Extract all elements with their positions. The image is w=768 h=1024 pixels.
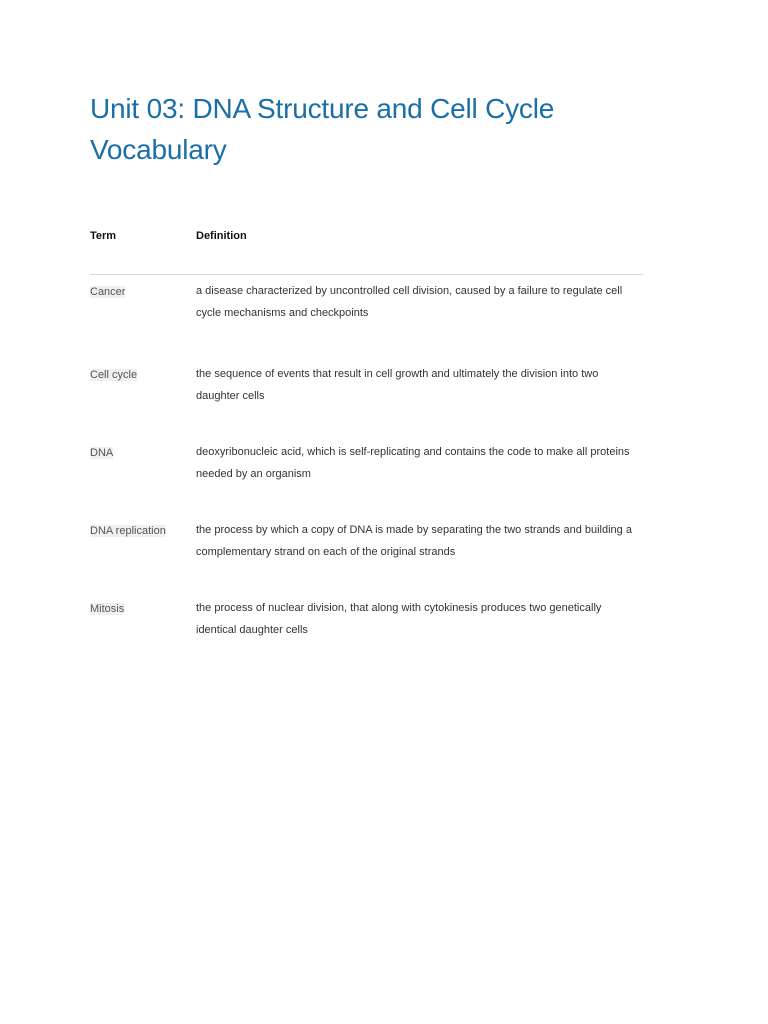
term-column-header: Term bbox=[90, 230, 117, 242]
term-cell bbox=[90, 445, 196, 485]
definition-column-header: Definition bbox=[196, 230, 247, 242]
term-text: Mitosis bbox=[90, 603, 125, 615]
definition-cell: deoxyribonucleic acid, which is self-replicating and contains the code to make all proteins needed by an organism bbox=[196, 446, 630, 480]
table-row bbox=[90, 364, 643, 407]
term-cell bbox=[90, 284, 196, 324]
term-cell bbox=[90, 523, 196, 563]
term-text: DNA replication bbox=[90, 525, 166, 537]
table-header bbox=[90, 228, 643, 275]
term-cell bbox=[90, 601, 196, 641]
document-page bbox=[90, 88, 643, 641]
table-row bbox=[90, 520, 643, 563]
term-cell bbox=[90, 367, 196, 407]
term-text: DNA bbox=[90, 447, 114, 459]
definition-cell: the sequence of events that result in cell growth and ultimately the division into two daughter cells bbox=[196, 368, 599, 402]
definition-cell: the process by which a copy of DNA is made by separating the two strands and building a complementary strand on each of the original strands bbox=[196, 524, 632, 558]
table-row bbox=[90, 598, 643, 641]
table-row bbox=[90, 442, 643, 485]
vocabulary-table bbox=[90, 228, 643, 641]
term-text: Cell cycle bbox=[90, 369, 138, 381]
page-title: Unit 03: DNA Structure and Cell Cycle Vocabulary bbox=[90, 93, 555, 165]
definition-cell: a disease characterized by uncontrolled cell division, caused by a failure to regulate cell cycle mechanisms and checkpoints bbox=[196, 285, 623, 319]
term-text: Cancer bbox=[90, 286, 126, 298]
definition-cell: the process of nuclear division, that along with cytokinesis produces two genetically identical daughter cells bbox=[196, 602, 602, 636]
table-row bbox=[90, 281, 643, 324]
